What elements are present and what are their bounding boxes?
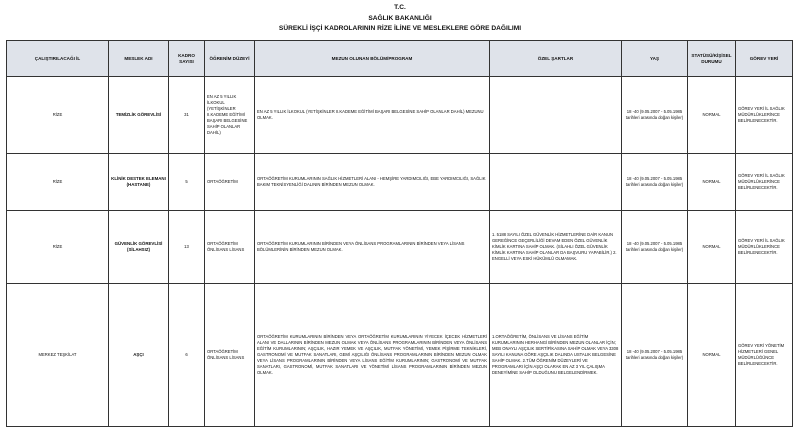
staff-distribution-table — [6, 40, 793, 427]
cell-meslek: TEMİZLİK GÖREVLİSİ — [109, 77, 169, 154]
cell-yas: 18 -40 (9.05.2007 - 5.05.1985 tarihleri arasında doğan kişiler) — [622, 154, 688, 211]
cell-meslek: AŞÇI — [109, 284, 169, 427]
cell-bolum: EN AZ 5 YILLIK İLKOKUL (YETİŞKİNLER II.KADEME EĞİTİMİ BAŞARI BELGESİNE SAHİP OLANLAR DAHİL) MEZUNU OLMAK. — [255, 77, 490, 154]
cell-kadro: 31 — [169, 77, 205, 154]
cell-il: MERKEZ TEŞKİLAT — [7, 284, 109, 427]
cell-ogrenim: ORTAÖĞRETİM — [205, 154, 255, 211]
col-header-yas: YAŞ — [622, 41, 688, 77]
cell-il: RİZE — [7, 154, 109, 211]
header-line-tc: T.C. — [394, 4, 406, 11]
cell-ozel — [490, 77, 622, 154]
cell-ogrenim: ORTAÖĞRETİM ÖNLİSANS LİSANS — [205, 211, 255, 284]
cell-meslek: GÜVENLİK GÖREVLİSİ (SİLAHSIZ) — [109, 211, 169, 284]
cell-kadro: 6 — [169, 284, 205, 427]
col-header-ogrenim: ÖĞRENİM DÜZEYİ — [205, 41, 255, 77]
cell-ozel — [490, 154, 622, 211]
cell-kadro: 13 — [169, 211, 205, 284]
cell-ogrenim: ORTAÖĞRETİM ÖNLİSANS LİSANS — [205, 284, 255, 427]
col-header-meslek: MESLEK ADI — [109, 41, 169, 77]
table-row — [7, 77, 793, 154]
cell-gorev: GÖREV YERİ İL SAĞLIK MÜDÜRLÜKLERİNCE BELİRLENECEKTİR. — [736, 154, 793, 211]
cell-yas: 18 -40 (9.05.2007 - 5.05.1985 tarihleri arasında doğan kişiler) — [622, 211, 688, 284]
col-header-kadro: KADRO SAYISI — [169, 41, 205, 77]
cell-ogrenim: EN AZ 5 YILLIK İLKOKUL (YETİŞKİNLER II.KADEME EĞİTİMİ BAŞARI BELGESİNE SAHİP OLANLAR DAHİL) — [205, 77, 255, 154]
header-line-title: SÜREKLİ İŞÇİ KADROLARININ RİZE İLİNE VE MESLEKLERE GÖRE DAĞILIMI — [278, 25, 522, 32]
cell-yas: 18 -40 (9.05.2007 - 5.05.1985 tarihleri arasında doğan kişiler) — [622, 77, 688, 154]
cell-gorev: GÖREV YERİ İL SAĞLIK MÜDÜRLÜKLERİNCE BELİRLENECEKTİR. — [736, 211, 793, 284]
col-header-bolum: MEZUN OLUNAN BÖLÜM/PROGRAM — [255, 41, 490, 77]
cell-statu: NORMAL — [688, 284, 736, 427]
table-header-row — [7, 41, 793, 77]
cell-bolum: ORTAÖĞRETİM KURUMLARININ SAĞLIK HİZMETLERİ ALANI - HEMŞİRE YARDIMCILIĞI, EBE YARDIMCILIĞI, SAĞLIK BAKIM TEKNİSYENLİĞİ DALININ BİRİNDEN MEZUN OLMAK. — [255, 154, 490, 211]
cell-statu: NORMAL — [688, 154, 736, 211]
cell-meslek: KLİNİK DESTEK ELEMANI (HASTANE) — [109, 154, 169, 211]
table-row — [7, 211, 793, 284]
col-header-ozel: ÖZEL ŞARTLAR — [490, 41, 622, 77]
cell-statu: NORMAL — [688, 77, 736, 154]
cell-bolum: ORTAÖĞRETİM KURUMLARININ BİRİNDEN VEYA ORTAÖĞRETİM KURUMLARININ YİYECEK İÇECEK HİZMETLERİ ALANI VE DALLARININ BİRİNDEN MEZUN OLMAK VEYA ÖNLİSANS PROGRAMLARININ BİRİNDEN VEYA ÖNLİSANS EĞİTİM KURUMLARININ; AŞÇILIK, HAZIR YEMEK VE AŞÇILIK, MUTFAK YÖNETİMİ, YEMEK PİŞİRME TEKNİKLERİ, GASTRONOMİ VE MUTFAK SANATLARI, GEMİ AŞÇILIĞI ÖNLİSANS PROGRAMLARININ BİRİNDEN MEZUN OLMAK VEYA LİSANS PROGRAMLARININ BİRİNDEN VEYA LİSANS EĞİTİM KURUMLARININ; GASTRONOMİ VE MUTFAK SANATLARI, GASTRONOMİ, MUTFAK SANATLARI VE YÖNETİMİ LİSANS PROGRAMLARININ BİRİNDEN MEZUN OLMAK. — [255, 284, 490, 427]
cell-il: RİZE — [7, 211, 109, 284]
table-row — [7, 284, 793, 427]
cell-gorev: GÖREV YERİ İL SAĞLIK MÜDÜRLÜKLERİNCE BELİRLENECEKTİR. — [736, 77, 793, 154]
cell-gorev: GÖREV YERİ YÖNETİM HİZMETLERİ GENEL MÜDÜRLÜĞÜNCE BELİRLENECEKTİR. — [736, 284, 793, 427]
table-row — [7, 154, 793, 211]
cell-statu: NORMAL — [688, 211, 736, 284]
cell-ozel: 1. 5188 SAYILI ÖZEL GÜVENLİK HİZMETLERİNE DAİR KANUN GEREĞİNCE GEÇERLİLİĞİ DEVAM EDEN ÖZEL GÜVENLİK KİMLİK KARTINA SAHİP OLMAK. (SİLAHLI ÖZEL GÜVENLİK KİMLİK KARTINA SAHİP OLANLAR DA BAŞVURU YAPABİLİR.) 2. ENGELLİ VEYA ESKİ HÜKÜMLÜ OLMAMAK. — [490, 211, 622, 284]
col-header-il: ÇALIŞTIRILACAĞI İL — [7, 41, 109, 77]
cell-yas: 18 -40 (9.05.2007 - 5.05.1985 tarihleri arasında doğan kişiler) — [622, 284, 688, 427]
cell-ozel: 1.ORTAÖĞRETİM, ÖNLİSANS VE LİSANS EĞİTİM KURUMLARININ HERHANGİ BİRİNDEN MEZUN OLANLAR İÇİN; MEB ONAYLI AŞÇILIK SERTİFİKASINA SAHİP OLMAK VEYA 3308 SAYILI KANUNA GÖRE AŞÇILIK DALINDA USTALIK BELGESİNE SAHİP OLMAK. 2.TÜM ÖĞRENİM DÜZEYLERİ VE PROGRAMLARI İÇİN AŞÇI OLARAK EN AZ 3 YIL ÇALIŞMA DENEYİMİNE SAHİP OLDUĞUNU BELGELENDİRMEK. — [490, 284, 622, 427]
cell-kadro: 5 — [169, 154, 205, 211]
cell-il: RİZE — [7, 77, 109, 154]
col-header-gorev: GÖREV YERİ — [736, 41, 793, 77]
document-header — [0, 0, 800, 40]
cell-bolum: ORTAÖĞRETİM KURUMLARININ BİRİNDEN VEYA ÖNLİSANS PROGRAMLARININ BİRİNDEN VEYA LİSANS BÖLÜMLERİNİN BİRİNDEN MEZUN OLMAK. — [255, 211, 490, 284]
col-header-statu: STATÜSÜ/KİŞİSEL DURUMU — [688, 41, 736, 77]
header-line-ministry: SAĞLIK BAKANLIĞI — [368, 14, 432, 22]
